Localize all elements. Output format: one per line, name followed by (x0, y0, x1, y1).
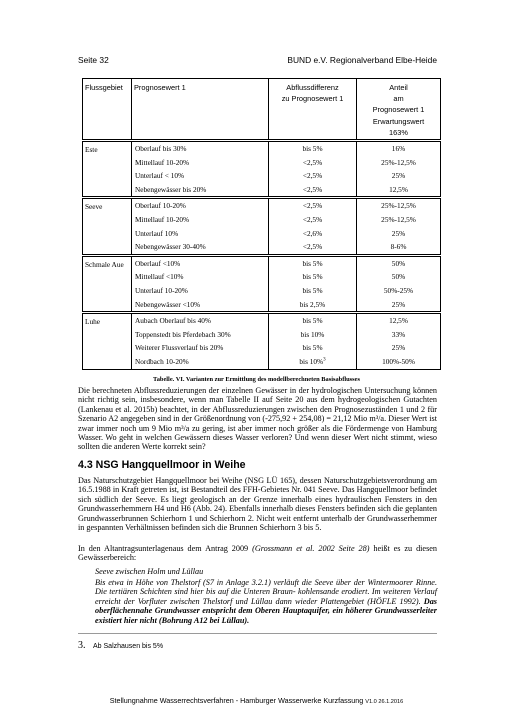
prognosewert-cell: Nebengewässer <10% (132, 298, 269, 313)
footer-version: V1.0 26.1.2016 (365, 699, 404, 705)
prognosewert-cell: Nordbach 10-20% (132, 355, 269, 369)
table-row (83, 341, 441, 355)
abflussdifferenz-value: bis 5% (302, 258, 323, 268)
abflussdifferenz-cell (269, 169, 357, 183)
prognosewert-cell: Mittellauf 10-20% (132, 213, 269, 227)
anteil-cell: 12,5% (357, 313, 441, 328)
column-header-flussgebiet: Flussgebiet (83, 79, 132, 141)
header-line: 163% (389, 127, 408, 137)
anteil-cell: 50% (357, 270, 441, 284)
footer-text: Stellungnahme Wasserrechtsverfahren - Hamburger Wasserwerke Kurzfassung (109, 696, 364, 705)
table-row (83, 328, 441, 342)
table-row (83, 298, 441, 313)
abflussdifferenz-value: bis 5% (302, 285, 323, 295)
table-row (83, 255, 441, 270)
table-row (83, 169, 441, 183)
table-row (83, 240, 441, 255)
anteil-cell: 50%-25% (357, 284, 441, 298)
prognosewert-cell: Mittellauf 10-20% (132, 156, 269, 170)
prognosewert-cell: Nebengewässer bis 20% (132, 183, 269, 198)
column-header-anteil (357, 79, 441, 141)
section-heading: 4.3 NSG Hangquellmoor in Weihe (78, 459, 246, 471)
table-row (83, 156, 441, 170)
abflussdifferenz-value: <2,5% (302, 171, 323, 181)
page-number: Seite 32 (78, 55, 109, 65)
anteil-cell: 100%-50% (357, 355, 441, 369)
quote-text: Bis etwa in Höhe von Thelstorf (S7 in Anlage 3.2.1) verläuft die Seeve über der Wintermoorer Rinne. Die tertiären Schichten sind hier bis auf die Unteren Braun- kohlensande erodiert. Im weiteren Verlauf erreicht der Vorfluter zwischen Thelstorf und Lüllau dann wieder Plattengebiet (HÖFLE 1992). (95, 578, 437, 606)
header-line: Anteil (389, 83, 408, 92)
abflussdifferenz-value: <2,5% (302, 184, 323, 194)
anteil-cell: 16% (357, 141, 441, 156)
abflussdifferenz-cell (269, 198, 357, 213)
table-row (83, 183, 441, 198)
anteil-cell: 25% (357, 169, 441, 183)
table-row (83, 270, 441, 284)
abflussdifferenz-cell (269, 270, 357, 284)
abflussdifferenz-value: <2,5% (302, 242, 323, 252)
table-header-row (83, 79, 441, 141)
abflussdifferenz-value: <2,5% (302, 214, 323, 224)
header-line: Prognosewert 1 (372, 105, 425, 115)
header-line: Erwartungswert (372, 116, 425, 126)
abflussdifferenz-cell (269, 240, 357, 255)
anteil-cell: 12,5% (357, 183, 441, 198)
quote-title: Seeve zwischen Holm und Lüllau (95, 567, 204, 576)
prognosewert-cell: Weiterer Flussverlauf bis 20% (132, 341, 269, 355)
abflussdifferenz-cell (269, 141, 357, 156)
anteil-cell: 25% (357, 341, 441, 355)
header-line: am (393, 94, 404, 104)
anteil-cell: 50% (357, 255, 441, 270)
body-paragraph: Das Naturschutzgebiet Hangquellmoor bei Weihe (NSG LÜ 165), dessen Naturschutzgebietsverordnung am 16.5.1988 in Kraft getreten ist, ist Bestandteil des FFH-Gebietes Nr. 041 Seeve. Das Hangquellmoor befindet sich südlich der Seeve. Es liegt geologisch an der Grenze innerhalb eines hydraulischen Fensters in den Grundwasserhemmern H4 und H6 (Abb. 24). Ebenfalls innerhalb dieses Fensters befinden sich die geplanten Grundwasserbrunnen Schierhorn 1 und Schierhorn 2. Nicht weit entfernt unterhalb der Grundwasserhemmer in gespannten Verhältnissen befinden sich die Brunnen Schierhorn 3 bis 5. (78, 476, 437, 533)
abflussdifferenz-value: bis 5% (302, 316, 323, 326)
prognosewert-cell: Oberlauf <10% (132, 255, 269, 270)
citation: (Grossmann et al. 2002 Seite 28) (252, 544, 370, 553)
river-name-cell: Este (83, 141, 132, 198)
table-row (83, 313, 441, 328)
abflussdifferenz-cell (269, 328, 357, 342)
abflussdifferenz-cell (269, 227, 357, 241)
anteil-cell: 8-6% (357, 240, 441, 255)
abflussdifferenz-value: <2,5% (302, 157, 323, 167)
anteil-cell: 25%-12,5% (357, 156, 441, 170)
organization-name: BUND e.V. Regionalverband Elbe-Heide (287, 55, 437, 65)
block-quote (95, 578, 437, 625)
paragraph-text: heißt es zu diesen Gewässerbereich: (78, 544, 437, 563)
table-row (83, 355, 441, 369)
anteil-cell: 25%-12,5% (357, 213, 441, 227)
body-paragraph: Die berechneten Abflussreduzierungen der einzelnen Gewässer in der hydrologischen Untersuchung können nicht richtig sein, insbesondere, wenn man Tabelle II auf Seite 20 aus dem hydrogeologischen Gutachten (Lankenau et al. 2015b) beachtet, in der Abflussreduzierungen zwischen den Prognosezuständen 1 und 2 für Szenario A2 angegeben sind in der Größenordnung von (-275,92 + 254,08) = 21,12 Mio m³/a. Dieser Wert ist zwar immer noch um 9 Mio m³/a zu gering, ist aber immer noch größer als die Fördermenge von Hamburg Wasser. Wo geht in welchen Gewässern dieses Wasser verloren? Und wenn dieser Wert nicht stimmt, wieso sollten die anderen Werte korrekt sein? (78, 386, 437, 452)
abflussdifferenz-cell (269, 156, 357, 170)
paragraph-text: In den Altantragsunterlagenaus dem Antrag 2009 (78, 544, 253, 553)
prognosewert-cell: Oberlauf bis 30% (132, 141, 269, 156)
abflussdifferenz-cell (269, 255, 357, 270)
prognosewert-cell: Unterlauf 10-20% (132, 284, 269, 298)
table-row (83, 213, 441, 227)
prognosewert-cell: Oberlauf 10-20% (132, 198, 269, 213)
abflussdifferenz-value: bis 5% (302, 144, 323, 153)
anteil-cell: 25% (357, 227, 441, 241)
abflussdifferenz-cell (269, 213, 357, 227)
footnote-marker: 3. (78, 640, 86, 651)
table-row (83, 284, 441, 298)
column-header-abflussdifferenz (269, 79, 357, 141)
abflussdifferenz-value: bis 10% (299, 356, 324, 366)
abflussdifferenz-value: <2,6% (302, 228, 323, 238)
prognosewert-cell: Unterlauf 10% (132, 227, 269, 241)
prognosewert-cell: Unterlauf < 10% (132, 169, 269, 183)
column-header-prognosewert: Prognosewert 1 (132, 79, 269, 141)
abflussdifferenz-value: bis 5% (302, 272, 323, 282)
footnote-text: Ab Salzhausen bis 5% (93, 643, 164, 650)
prognosewert-cell: Toppenstedt bis Pferdebach 30% (132, 328, 269, 342)
river-name-cell: Schmale Aue (83, 255, 132, 312)
abflussdifferenz-cell (269, 284, 357, 298)
header-line: Abflussdifferenz (286, 83, 339, 92)
anteil-cell: 25%-12,5% (357, 198, 441, 213)
prognosewert-cell: Mittellauf <10% (132, 270, 269, 284)
anteil-cell: 33% (357, 328, 441, 342)
table-caption: Tabelle. VI. Varianten zur Ermittlung des modellberechneten Basisabflusses (153, 376, 360, 383)
abflussdifferenz-cell (269, 341, 357, 355)
footnote-divider (78, 633, 437, 634)
river-name-cell: Seeve (83, 198, 132, 255)
river-name-cell: Luhe (83, 313, 132, 369)
table-row (83, 141, 441, 156)
prognosewert-cell: Nebengewässer 30-40% (132, 240, 269, 255)
abflussdifferenz-value: <2,5% (302, 201, 323, 211)
page-footer (0, 696, 513, 707)
table-row (83, 198, 441, 213)
abflussdifferenz-cell (269, 298, 357, 313)
abflussdifferenz-value: bis 10% (300, 329, 325, 339)
variants-table (82, 78, 441, 370)
table-row (83, 227, 441, 241)
abflussdifferenz-value: bis 5% (302, 343, 323, 353)
body-paragraph (78, 544, 437, 563)
anteil-cell: 25% (357, 298, 441, 313)
quote-text-bold: Das oberflächennahe Grundwasser entspricht dem Oberen Hauptaquifer, ein höherer Grundwasserleiter existiert hier nicht (Bohrung A12 bei Lüllau). (95, 596, 437, 625)
header-line: zu Prognosewert 1 (281, 94, 344, 104)
abflussdifferenz-cell (269, 183, 357, 198)
abflussdifferenz-cell (269, 313, 357, 328)
abflussdifferenz-value: bis 2,5% (299, 299, 326, 309)
footnote-reference: 3 (323, 357, 326, 363)
prognosewert-cell: Aubach Oberlauf bis 40% (132, 313, 269, 328)
abflussdifferenz-cell (269, 355, 357, 369)
table-body (83, 141, 441, 370)
